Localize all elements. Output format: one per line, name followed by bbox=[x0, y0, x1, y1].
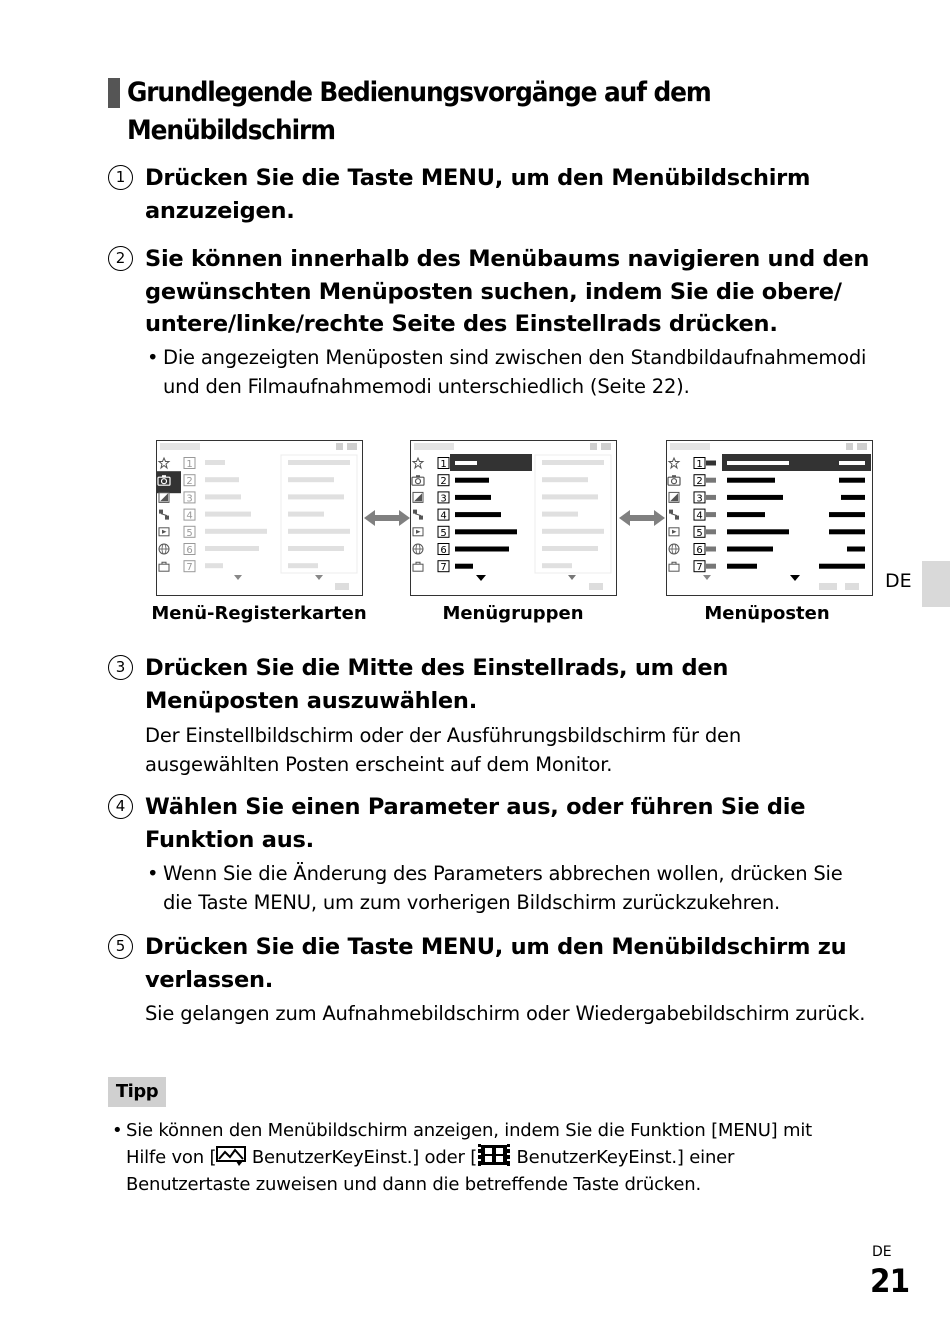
group-number: 1 bbox=[696, 459, 703, 470]
page-language: DE bbox=[872, 1244, 892, 1260]
globe-icon bbox=[159, 544, 169, 554]
movie-icon bbox=[477, 1144, 511, 1166]
image-settings-icon bbox=[159, 492, 169, 502]
group-number: 3 bbox=[186, 493, 193, 505]
group-number: 4 bbox=[186, 510, 193, 522]
group-number: 6 bbox=[696, 545, 703, 556]
star-icon bbox=[413, 458, 423, 468]
section-title-text: Grundlegende Bedienungsvorgänge auf dem Menübildschirm bbox=[127, 77, 711, 146]
menu-screen-tabs bbox=[156, 440, 363, 596]
step-5-description: Sie gelangen zum Aufnahmebildschirm oder Wiedergabebildschirm zurück. bbox=[145, 1002, 866, 1025]
caption-menu-groups: Menügruppen bbox=[442, 603, 584, 624]
group-number: 6 bbox=[186, 545, 193, 556]
camera-icon bbox=[668, 475, 680, 485]
toolbox-icon bbox=[159, 562, 169, 571]
group-number: 6 bbox=[440, 545, 447, 556]
group-number: 7 bbox=[440, 562, 447, 574]
image-settings-icon bbox=[413, 492, 423, 502]
step-2-bullet: • Die angezeigten Menüposten sind zwischen den Standbildaufnahmemodi und den Filmaufnahmemodi unterschiedlich (Seite 22). bbox=[145, 343, 875, 401]
star-icon bbox=[159, 458, 169, 468]
menu-screen-groups bbox=[410, 440, 617, 596]
group-number: 5 bbox=[440, 527, 447, 539]
group-number: 2 bbox=[696, 476, 703, 488]
group-number: 2 bbox=[186, 476, 193, 488]
group-number: 7 bbox=[696, 562, 703, 574]
camera-icon bbox=[412, 475, 424, 485]
side-language-label: DE bbox=[885, 570, 912, 592]
step-2 bbox=[108, 243, 888, 341]
step-number-3: 3 bbox=[108, 655, 133, 680]
group-number: 2 bbox=[440, 476, 447, 488]
network-icon bbox=[413, 510, 423, 520]
globe-icon bbox=[669, 544, 679, 554]
group-number: 4 bbox=[440, 510, 447, 522]
step-4-text: Wählen Sie einen Parameter aus, oder führen Sie die Funktion aus. bbox=[145, 794, 806, 853]
step-number-4: 4 bbox=[108, 794, 133, 819]
group-number: 1 bbox=[440, 459, 447, 470]
step-3-text: Drücken Sie die Mitte des Einstellrads, um den Menüposten auszuwählen. bbox=[145, 655, 729, 714]
playback-icon bbox=[159, 528, 169, 536]
step-2-text: Sie können innerhalb des Menübaums navigieren und den gewünschten Menüposten suchen, indem Sie die obere/ untere/linke/rechte Seite des Einstellrads drücken. bbox=[145, 246, 870, 337]
toolbox-icon bbox=[669, 562, 679, 571]
playback-icon bbox=[669, 528, 679, 536]
tip-text-part2: BenutzerKeyEinst.] oder [ bbox=[246, 1147, 478, 1168]
group-number: 4 bbox=[696, 510, 703, 522]
group-number: 5 bbox=[186, 527, 193, 539]
group-number: 1 bbox=[186, 459, 193, 470]
network-icon bbox=[669, 510, 679, 520]
star-icon bbox=[669, 458, 679, 468]
step-3 bbox=[108, 652, 888, 717]
page-number: 21 bbox=[870, 1262, 910, 1300]
playback-icon bbox=[413, 528, 423, 536]
step-number-2: 2 bbox=[108, 246, 133, 271]
group-number: 3 bbox=[440, 493, 447, 505]
step-3-description: Der Einstellbildschirm oder der Ausführungsbildschirm für den ausgewählten Posten erscheint auf dem Monitor. bbox=[145, 724, 741, 776]
step-number-1: 1 bbox=[108, 165, 133, 190]
step-5 bbox=[108, 931, 888, 996]
step-4-bullet: • Wenn Sie die Änderung des Parameters abbrechen wollen, drücken Sie die Taste MENU, um zum vorherigen Bildschirm zurückzukehren. bbox=[145, 859, 875, 917]
network-icon bbox=[159, 510, 169, 520]
title-marker bbox=[108, 78, 120, 108]
toolbox-icon bbox=[413, 562, 423, 571]
step-number-5: 5 bbox=[108, 934, 133, 959]
group-number: 5 bbox=[696, 527, 703, 539]
menu-screen-items bbox=[666, 440, 873, 596]
double-arrow-icon bbox=[364, 508, 410, 528]
section-title bbox=[108, 74, 808, 150]
image-settings-icon bbox=[669, 492, 679, 502]
double-arrow-icon bbox=[619, 508, 665, 528]
still-image-icon bbox=[216, 1146, 246, 1166]
step-1-text: Drücken Sie die Taste MENU, um den Menübildschirm anzuzeigen. bbox=[145, 165, 811, 224]
caption-menu-items: Menüposten bbox=[704, 603, 830, 624]
tip-text bbox=[108, 1117, 848, 1198]
step-5-text: Drücken Sie die Taste MENU, um den Menübildschirm zu verlassen. bbox=[145, 934, 847, 993]
group-number: 3 bbox=[696, 493, 703, 505]
tip-text-part3: BenutzerKeyEinst.] einer Benutzertaste zuweisen und dann die betreffende Taste drücken. bbox=[126, 1147, 735, 1195]
tip-label: Tipp bbox=[108, 1077, 166, 1107]
globe-icon bbox=[413, 544, 423, 554]
step-1 bbox=[108, 162, 888, 227]
tip-text-part1: Sie können den Menübildschirm anzeigen, indem Sie die Funktion [MENU] mit Hilfe von [ bbox=[126, 1120, 813, 1168]
side-tab-marker bbox=[922, 561, 950, 607]
step-4 bbox=[108, 791, 888, 856]
caption-menu-tabs: Menü-Registerkarten bbox=[151, 603, 367, 624]
group-number: 7 bbox=[186, 562, 193, 574]
